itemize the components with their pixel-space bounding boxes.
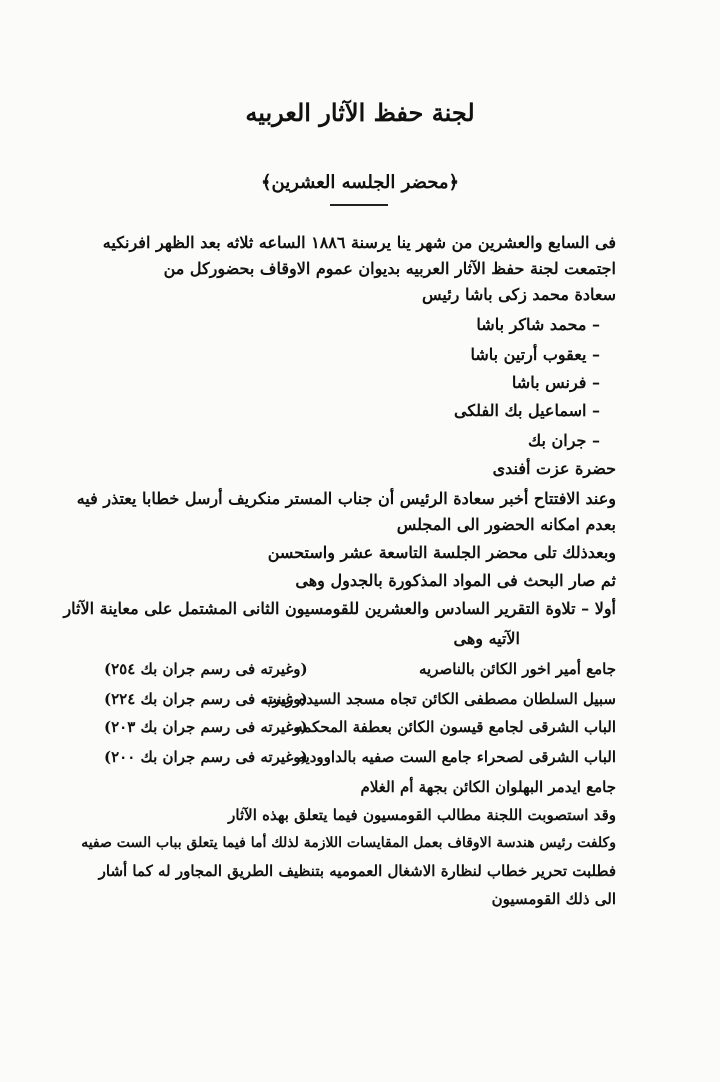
monument-name: جامع ايدمر البهلوان الكائن بجهة أم الغلام — [360, 778, 616, 796]
closing-line: وقد استصوبت اللجنة مطالب القومسيون فيما يتعلق بهذه الآثار — [228, 806, 616, 824]
monument-ref: (وغيرته فى رسم جران بك ٢٥٤) — [104, 660, 308, 678]
body-line: بعدم امكانه الحضور الى المجلس — [396, 515, 616, 534]
monument-ref: (وغيرته فى رسم جران بك ٢٢٤) — [104, 690, 308, 708]
closing-line: الى ذلك القومسيون — [491, 890, 616, 908]
body-line: أولا – تلاوة التقرير السادس والعشرين للقومسيون الثانى المشتمل على معاينة الآثار — [63, 599, 616, 618]
divider-rule — [330, 204, 388, 206]
attendee-item: – جران بك — [528, 431, 600, 450]
attendee-item: – فرنس باشا — [511, 373, 600, 392]
closing-line: وكلفت رئيس هندسة الاوقاف بعمل المقايسات اللازمة لذلك أما فيما يتعلق بباب الست صفيه — [81, 835, 616, 851]
body-line: وبعدذلك تلى محضر الجلسة التاسعة عشر واستحسن — [267, 543, 616, 562]
monument-name: سبيل السلطان مصطفى الكائن تجاه مسجد السيده زينب — [262, 690, 616, 708]
monument-ref: (وغيرته فى رسم جران بك ٢٠٠) — [104, 748, 308, 766]
intro-line: سعادة محمد زكى باشا رئيس — [421, 285, 616, 304]
monument-name: جامع أمير اخور الكائن بالناصريه — [418, 660, 616, 678]
body-line: ثم صار البحث فى المواد المذكورة بالجدول وهى — [295, 571, 616, 590]
session-subtitle: ﴿محضر الجلسه العشرين﴾ — [260, 172, 460, 193]
closing-line: فطلبت تحرير خطاب لنظارة الاشغال العموميه بتنظيف الطريق المجاور له كما أشار — [98, 862, 616, 880]
intro-line: اجتمعت لجنة حفظ الآثار العربيه بديوان عموم الاوقاف بحضوركل من — [163, 259, 616, 278]
attendee-item: – اسماعيل بك الفلكى — [454, 401, 600, 420]
page-title: لجنة حفظ الآثار العربيه — [245, 98, 475, 127]
monument-name: الباب الشرقى لصحراء جامع الست صفيه بالداووديه — [297, 748, 616, 766]
body-line: الآتيه وهى — [453, 629, 520, 648]
intro-line: فى السابع والعشرين من شهر ينا يرسنة ١٨٨٦ الساعه ثلاثه بعد الظهر افرنكيه — [102, 233, 616, 252]
attendee-item: – يعقوب أرتين باشا — [470, 345, 600, 364]
body-line: وعند الافتتاح أخبر سعادة الرئيس أن جناب المستر منكريف أرسل خطابا يعتذر فيه — [76, 489, 616, 508]
monument-ref: (وغيرته فى رسم جران بك ٢٠٣) — [104, 718, 308, 736]
hadra-line: حضرة عزت أفندى — [492, 459, 616, 478]
monument-name: الباب الشرقى لجامع قيسون الكائن بعطفة المحكمه — [295, 718, 616, 736]
attendee-item: – محمد شاكر باشا — [476, 315, 600, 334]
